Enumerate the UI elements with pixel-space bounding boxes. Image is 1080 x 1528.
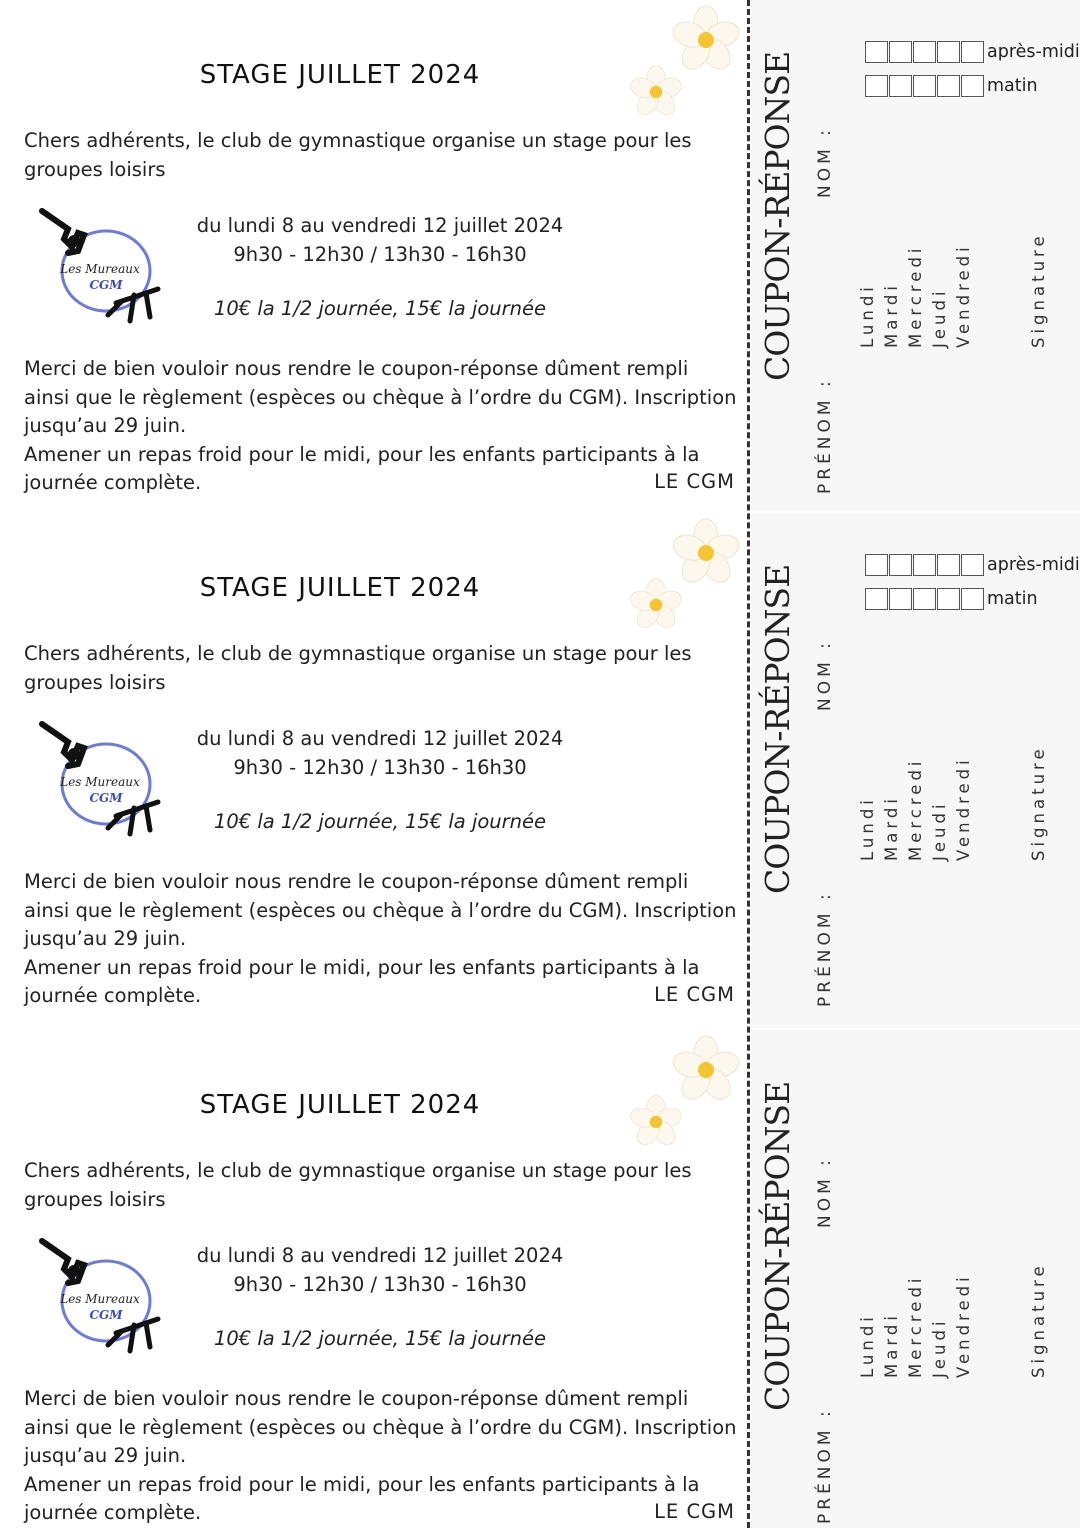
logo-text-cgm: CGM (89, 278, 123, 292)
checkbox-wednesday-afternoon[interactable] (913, 41, 936, 63)
price-text: 10€ la 1/2 journée, 15€ la journée (213, 297, 547, 320)
prenom-field-label: PRÉNOM : (815, 890, 835, 1007)
checkbox-tuesday-afternoon[interactable] (889, 554, 912, 576)
checkbox-tuesday-morning[interactable] (889, 588, 912, 610)
stage-dates (180, 1241, 580, 1299)
signoff: LE CGM (654, 983, 735, 1006)
cut-line (747, 0, 750, 1528)
coupon-title: COUPON-RÉPONSE (758, 564, 797, 894)
flower-icon (628, 64, 684, 120)
stage-flyer-section (0, 0, 1080, 511)
instructions-text (24, 355, 739, 498)
stage-flyer-section (0, 1030, 1080, 1528)
logo-text-les-mureaux: Les Mureaux (60, 262, 140, 276)
day-label: Lundi (858, 796, 877, 861)
signoff: LE CGM (654, 1500, 735, 1523)
club-logo (38, 1235, 163, 1355)
day-label: Vendredi (954, 243, 973, 348)
time-slots: 9h30 - 12h30 / 13h30 - 16h30 (233, 243, 527, 266)
checkbox-thursday-afternoon[interactable] (937, 41, 960, 63)
checkbox-monday-morning[interactable] (865, 75, 888, 97)
checkbox-friday-morning[interactable] (961, 75, 984, 97)
day-label: Mardi (882, 282, 901, 348)
checkbox-monday-afternoon[interactable] (865, 41, 888, 63)
flower-icon (628, 1094, 684, 1150)
coupon-panel (751, 513, 1080, 1028)
morning-label: matin (987, 76, 1038, 96)
instructions-text (24, 1385, 739, 1528)
checkbox-tuesday-morning[interactable] (889, 75, 912, 97)
stage-title: STAGE JUILLET 2024 (199, 60, 481, 90)
instructions-text (24, 868, 739, 1011)
checkbox-friday-morning[interactable] (961, 588, 984, 610)
logo-text-cgm: CGM (89, 1308, 123, 1322)
coupon-title: COUPON-RÉPONSE (758, 51, 797, 381)
day-label: Mardi (882, 1312, 901, 1378)
afternoon-checkbox-row (865, 554, 1080, 576)
intro-text: Chers adhérents, le club de gymnastique organise un stage pour les groupes loisirs (24, 642, 692, 694)
meal-text: Amener un repas froid pour le midi, pour les enfants participants à la journée complète. (24, 442, 700, 494)
checkbox-monday-morning[interactable] (865, 588, 888, 610)
afternoon-label: après-midi (987, 555, 1080, 575)
afternoon-label: après-midi (987, 42, 1080, 62)
date-range: du lundi 8 au vendredi 12 juillet 2024 (196, 214, 564, 237)
day-label: Mercredi (906, 757, 925, 861)
day-label: Vendredi (954, 756, 973, 861)
return-coupon-text: Merci de bien vouloir nous rendre le coupon-réponse dûment rempli ainsi que le règlement (espèces ou chèque à l’ordre du CGM). Inscription jusqu’au 29 juin. (24, 1387, 737, 1467)
time-slots: 9h30 - 12h30 / 13h30 - 16h30 (233, 1273, 527, 1296)
coupon-panel (751, 0, 1080, 511)
stage-title: STAGE JUILLET 2024 (199, 573, 481, 603)
prenom-field-label: PRÉNOM : (815, 377, 835, 494)
morning-label: matin (987, 589, 1038, 609)
coupon-panel (751, 1030, 1080, 1528)
day-label: Mercredi (906, 1274, 925, 1378)
intro-text: Chers adhérents, le club de gymnastique organise un stage pour les groupes loisirs (24, 1159, 692, 1211)
stage-dates (180, 724, 580, 782)
return-coupon-text: Merci de bien vouloir nous rendre le coupon-réponse dûment rempli ainsi que le règlement (espèces ou chèque à l’ordre du CGM). Inscription jusqu’au 29 juin. (24, 357, 737, 437)
morning-checkbox-row (865, 75, 1038, 97)
meal-text: Amener un repas froid pour le midi, pour les enfants participants à la journée complète. (24, 1472, 700, 1524)
day-label: Jeudi (930, 287, 949, 348)
intro-text: Chers adhérents, le club de gymnastique organise un stage pour les groupes loisirs (24, 129, 692, 181)
date-range: du lundi 8 au vendredi 12 juillet 2024 (196, 1244, 564, 1267)
meal-text: Amener un repas froid pour le midi, pour les enfants participants à la journée complète. (24, 955, 700, 1007)
logo-text-cgm: CGM (89, 791, 123, 805)
return-coupon-text: Merci de bien vouloir nous rendre le coupon-réponse dûment rempli ainsi que le règlement (espèces ou chèque à l’ordre du CGM). Inscription jusqu’au 29 juin. (24, 870, 737, 950)
day-label: Lundi (858, 1313, 877, 1378)
checkbox-wednesday-morning[interactable] (913, 75, 936, 97)
checkbox-monday-afternoon[interactable] (865, 554, 888, 576)
day-label: Vendredi (954, 1273, 973, 1378)
morning-checkbox-row (865, 588, 1038, 610)
day-label: Jeudi (930, 1317, 949, 1378)
logo-text-les-mureaux: Les Mureaux (60, 1292, 140, 1306)
signature-label: Signature (1029, 232, 1048, 348)
flower-icon (628, 577, 684, 633)
price-text: 10€ la 1/2 journée, 15€ la journée (213, 810, 547, 833)
stage-title: STAGE JUILLET 2024 (199, 1090, 481, 1120)
price-text: 10€ la 1/2 journée, 15€ la journée (213, 1327, 547, 1350)
time-slots: 9h30 - 12h30 / 13h30 - 16h30 (233, 756, 527, 779)
checkbox-wednesday-afternoon[interactable] (913, 554, 936, 576)
checkbox-wednesday-morning[interactable] (913, 588, 936, 610)
stage-flyer-section (0, 513, 1080, 1028)
signoff: LE CGM (654, 470, 735, 493)
nom-field-label: NOM : (815, 126, 835, 198)
club-logo (38, 718, 163, 838)
checkbox-thursday-afternoon[interactable] (937, 554, 960, 576)
coupon-title: COUPON-RÉPONSE (758, 1081, 797, 1411)
nom-field-label: NOM : (815, 1156, 835, 1228)
afternoon-checkbox-row (865, 41, 1080, 63)
checkbox-thursday-morning[interactable] (937, 75, 960, 97)
day-label: Mardi (882, 795, 901, 861)
club-logo (38, 205, 163, 325)
checkbox-friday-afternoon[interactable] (961, 41, 984, 63)
day-label: Mercredi (906, 244, 925, 348)
checkbox-friday-afternoon[interactable] (961, 554, 984, 576)
date-range: du lundi 8 au vendredi 12 juillet 2024 (196, 727, 564, 750)
signature-label: Signature (1029, 1262, 1048, 1378)
day-label: Jeudi (930, 800, 949, 861)
prenom-field-label: PRÉNOM : (815, 1407, 835, 1524)
checkbox-tuesday-afternoon[interactable] (889, 41, 912, 63)
logo-text-les-mureaux: Les Mureaux (60, 775, 140, 789)
stage-dates (180, 211, 580, 269)
checkbox-thursday-morning[interactable] (937, 588, 960, 610)
signature-label: Signature (1029, 745, 1048, 861)
day-label: Lundi (858, 283, 877, 348)
nom-field-label: NOM : (815, 639, 835, 711)
